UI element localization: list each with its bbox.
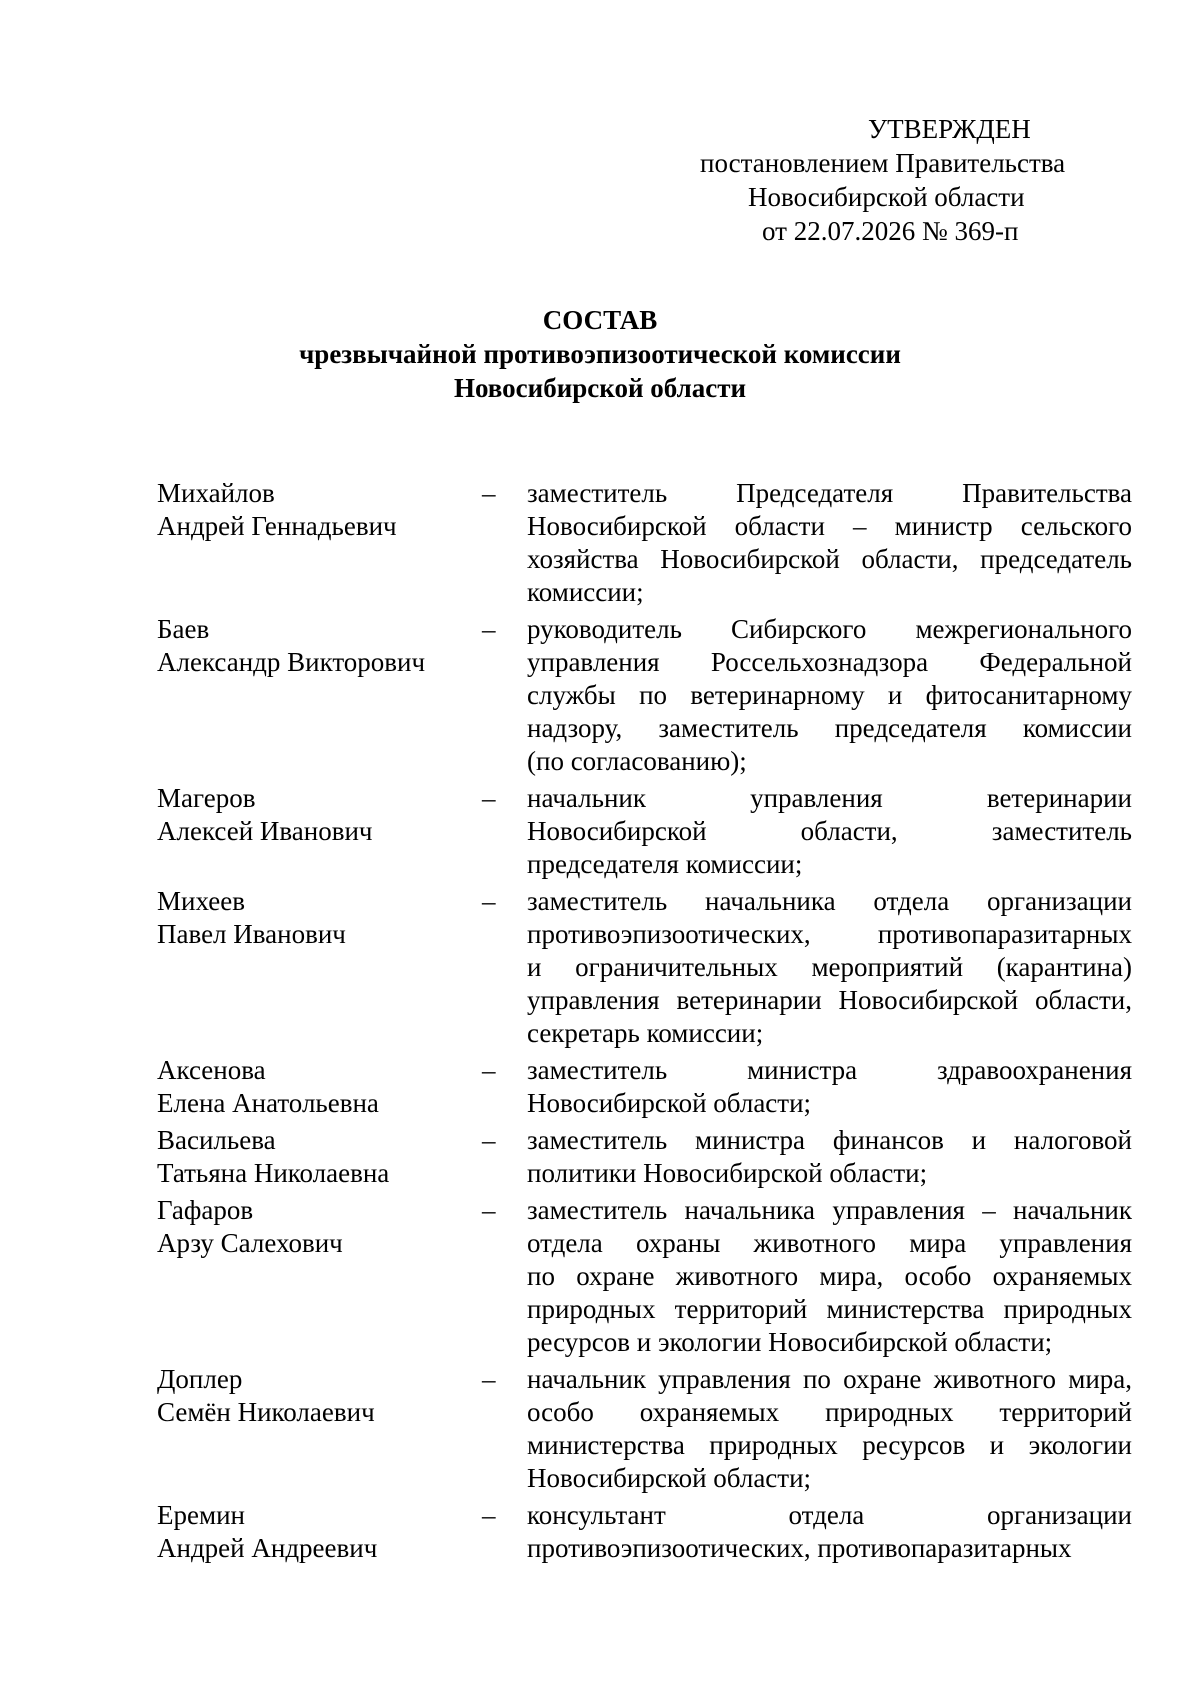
member-surname: Еремин <box>157 1500 245 1530</box>
member-entry <box>157 1054 1132 1120</box>
member-given-names: Павел Иванович <box>157 919 346 949</box>
title-line-3: Новосибирской области <box>453 373 747 403</box>
member-name <box>157 1054 482 1120</box>
member-role-line: управления Россельхознадзора Федеральной <box>527 647 1132 677</box>
member-given-names: Александр Викторович <box>157 647 426 677</box>
member-role-line: заместитель министра здравоохранения <box>527 1055 1132 1085</box>
member-role-line: заместитель начальника отдела организации <box>527 886 1132 916</box>
member-name <box>157 1499 482 1565</box>
member-role-line: противоэпизоотических, противопаразитарных <box>527 919 1132 949</box>
member-entry <box>157 1363 1132 1495</box>
member-entry <box>157 1194 1132 1359</box>
member-dash: – <box>482 886 496 916</box>
member-name <box>157 1194 482 1359</box>
approval-line-resolution: постановлением Правительства <box>700 148 1066 178</box>
member-name <box>157 885 482 1050</box>
member-surname: Михайлов <box>157 478 275 508</box>
member-role-line: ресурсов и экологии Новосибирской области; <box>527 1327 1053 1357</box>
member-role-line: противоэпизоотических, противопаразитарных <box>527 1533 1072 1563</box>
member-dash: – <box>482 783 496 813</box>
member-role-line: (по согласованию); <box>527 746 747 776</box>
member-role-line: надзору, заместитель председателя комиссии <box>527 713 1132 743</box>
member-role-line: особо охраняемых природных территорий <box>527 1397 1132 1427</box>
member-role-line: природных территорий министерства природных <box>527 1294 1132 1324</box>
member-entry <box>157 1124 1132 1190</box>
member-name <box>157 477 482 609</box>
member-role-line: управления ветеринарии Новосибирской области, <box>527 985 1132 1015</box>
member-role <box>527 1054 1132 1120</box>
member-entry <box>157 885 1132 1050</box>
member-surname: Гафаров <box>157 1195 254 1225</box>
member-given-names: Андрей Андреевич <box>157 1533 378 1563</box>
member-name <box>157 1124 482 1190</box>
member-surname: Васильева <box>157 1125 276 1155</box>
member-given-names: Татьяна Николаевна <box>157 1158 390 1188</box>
member-role-line: отдела охраны животного мира управления <box>527 1228 1132 1258</box>
member-given-names: Елена Анатольевна <box>157 1088 379 1118</box>
member-entry <box>157 477 1132 609</box>
member-role-line: консультант отдела организации <box>527 1500 1132 1530</box>
member-surname: Баев <box>157 614 210 644</box>
member-role-line: председателя комиссии; <box>527 849 803 879</box>
member-name <box>157 782 482 881</box>
members-list <box>157 477 1132 1569</box>
member-surname: Михеев <box>157 886 246 916</box>
member-role-line: службы по ветеринарному и фитосанитарному <box>527 680 1132 710</box>
member-role-line: заместитель Председателя Правительства <box>527 478 1132 508</box>
member-given-names: Семён Николаевич <box>157 1397 375 1427</box>
member-role-line: министерства природных ресурсов и экологии <box>527 1430 1132 1460</box>
member-dash: – <box>482 1364 496 1394</box>
member-given-names: Арзу Салехович <box>157 1228 343 1258</box>
member-dash: – <box>482 478 496 508</box>
member-surname: Аксенова <box>157 1055 266 1085</box>
member-role-line: Новосибирской области; <box>527 1463 812 1493</box>
member-role-line: по охране животного мира, особо охраняемых <box>527 1261 1132 1291</box>
member-role <box>527 1124 1132 1190</box>
member-role-line: начальник управления по охране животного мира, <box>527 1364 1132 1394</box>
member-surname: Магеров <box>157 783 256 813</box>
member-dash: – <box>482 614 496 644</box>
member-role <box>527 885 1132 1050</box>
title-line-1: СОСТАВ <box>542 305 658 335</box>
member-role <box>527 613 1132 778</box>
document-title <box>0 303 1200 405</box>
member-surname: Доплер <box>157 1364 243 1394</box>
member-role <box>527 1499 1132 1565</box>
member-role-line: заместитель министра финансов и налоговой <box>527 1125 1132 1155</box>
member-role-line: хозяйства Новосибирской области, председатель <box>527 544 1132 574</box>
member-entry <box>157 782 1132 881</box>
member-dash: – <box>482 1125 496 1155</box>
approval-line-region: Новосибирской области <box>748 182 1025 212</box>
member-role-line: комиссии; <box>527 577 644 607</box>
member-dash: – <box>482 1500 496 1530</box>
approval-line-date-number: от 22.07.2026 № 369-п <box>762 216 1019 246</box>
member-name <box>157 613 482 778</box>
member-role-line: секретарь комиссии; <box>527 1018 764 1048</box>
member-role <box>527 477 1132 609</box>
member-role <box>527 1194 1132 1359</box>
member-name <box>157 1363 482 1495</box>
member-entry <box>157 613 1132 778</box>
member-role-line: руководитель Сибирского межрегионального <box>527 614 1132 644</box>
member-role <box>527 782 1132 881</box>
member-role-line: политики Новосибирской области; <box>527 1158 928 1188</box>
member-role-line: Новосибирской области, заместитель <box>527 816 1132 846</box>
member-role <box>527 1363 1132 1495</box>
member-dash: – <box>482 1195 496 1225</box>
member-role-line: Новосибирской области; <box>527 1088 812 1118</box>
member-role-line: и ограничительных мероприятий (карантина) <box>527 952 1132 982</box>
approval-heading: УТВЕРЖДЕН <box>868 114 1031 144</box>
member-entry <box>157 1499 1132 1565</box>
member-dash: – <box>482 1055 496 1085</box>
member-role-line: Новосибирской области – министр сельского <box>527 511 1132 541</box>
member-role-line: заместитель начальника управления – начальник <box>527 1195 1132 1225</box>
member-role-line: начальник управления ветеринарии <box>527 783 1132 813</box>
title-line-2: чрезвычайной противоэпизоотической комиссии <box>299 339 901 369</box>
member-given-names: Алексей Иванович <box>157 816 373 846</box>
member-given-names: Андрей Геннадьевич <box>157 511 397 541</box>
